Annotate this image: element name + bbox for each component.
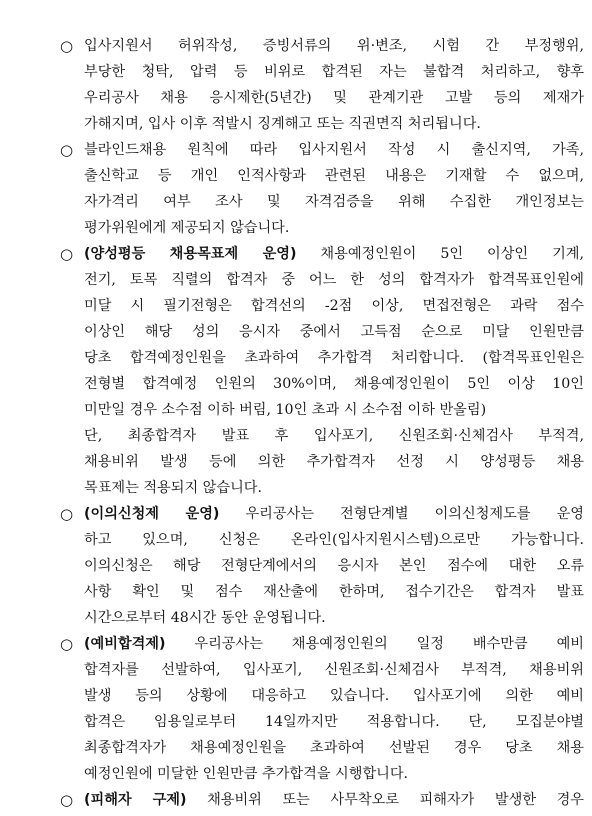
text-line: 목표제는 적용되지 않습니다. (84, 480, 262, 496)
text-line-first (84, 631, 584, 657)
heading-rest: 채용예정인원이 5인 이상인 기계, (296, 246, 584, 262)
text-line-first (84, 501, 584, 527)
notice-text (84, 33, 584, 137)
text-line: 입사지원서 허위작성, 증빙서류의 위·변조, 시험 간 부정행위, (84, 38, 584, 54)
text-line: 부당한 청탁, 압력 등 비위로 합격된 자는 불합격 처리하고, 향후 (84, 64, 584, 80)
text-line: 당초 합격예정인원을 초과하여 추가합격 처리합니다. (합격목표인원은 (84, 350, 584, 366)
notice-text (84, 137, 584, 241)
text-line: 최종합격자가 채용예정인원을 초과하여 선발된 경우 당초 채용 (84, 740, 584, 756)
notice-text (84, 241, 584, 501)
notice-text (84, 631, 584, 787)
heading-rest: 우리공사는 채용예정인원의 일정 배수만큼 예비 (165, 636, 584, 652)
text-line: 채용비위 발생 등에 의한 추가합격자 선정 시 양성평등 채용 (84, 454, 584, 470)
bullet-icon: ○ (60, 791, 74, 809)
text-line: 미달 시 필기전형은 합격선의 -2점 이상, 면접전형은 과락 점수 (84, 298, 584, 314)
text-line: 블라인드채용 원칙에 따라 입사지원서 작성 시 출신지역, 가족, (84, 142, 584, 158)
heading-rest: 우리공사는 전형단계별 이의신청제도를 운영 (219, 506, 584, 522)
text-line-first (84, 787, 584, 813)
bullet-icon: ○ (60, 37, 74, 55)
section-heading: (예비합격제) (84, 636, 166, 652)
section-heading: (이의신청제 운영) (84, 506, 220, 522)
text-line: 자가격리 여부 조사 및 자격검증을 위해 수집한 개인정보는 (84, 194, 584, 210)
text-line-first (84, 241, 584, 267)
text-line: 이상인 해당 성의 응시자 중에서 고득점 순으로 미달 인원만큼 (84, 324, 584, 340)
text-line: 합격자를 선발하여, 입사포기, 신원조회·신체검사 부적격, 채용비위 (84, 662, 584, 678)
bullet-icon: ○ (60, 505, 74, 523)
text-line: 단, 최종합격자 발표 후 입사포기, 신원조회·신체검사 부적격, (84, 428, 584, 444)
text-line: 가해지며, 입사 이후 적발시 징계해고 또는 직권면직 처리됩니다. (84, 116, 481, 132)
text-line: 하고 있으며, 신청은 온라인(입사지원시스템)으로만 가능합니다. (84, 532, 584, 548)
section-heading: (양성평등 채용목표제 운영) (84, 246, 297, 262)
text-line: 사항 확인 및 점수 재산출에 한하며, 접수기간은 합격자 발표 (84, 584, 584, 600)
heading-rest: 채용비위 또는 사무착오로 피해자가 발생한 경우 (186, 792, 584, 808)
text-line: 시간으로부터 48시간 동안 운영됩니다. (84, 610, 326, 626)
text-line: 이의신청은 해당 전형단계에서의 응시자 본인 점수에 대한 오류 (84, 558, 584, 574)
text-line: 전기, 토목 직렬의 합격자 중 어느 한 성의 합격자가 합격목표인원에 (84, 272, 584, 288)
text-line: 합격은 임용일로부터 14일까지만 적용합니다. 단, 모집분야별 (84, 714, 584, 730)
bullet-icon: ○ (60, 635, 74, 653)
notice-text (84, 787, 584, 813)
notice-text (84, 501, 584, 631)
bullet-icon: ○ (60, 141, 74, 159)
text-line: 예정인원에 미달한 인원만큼 추가합격을 시행합니다. (84, 766, 409, 782)
text-line: 우리공사 채용 응시제한(5년간) 및 관계기관 고발 등의 제재가 (84, 90, 584, 106)
text-line: 발생 등의 상황에 대응하고 있습니다. 입사포기에 의한 예비 (84, 688, 584, 704)
text-line: 미만일 경우 소수점 이하 버림, 10인 초과 시 소수점 이하 반올림) (84, 402, 487, 418)
section-heading: (피해자 구제) (84, 792, 187, 808)
text-line: 평가위원에게 제공되지 않습니다. (84, 220, 290, 236)
text-line: 전형별 합격예정 인원의 30%이며, 채용예정인원이 5인 이상 10인 (84, 376, 584, 392)
text-line: 출신학교 등 개인 인적사항과 관련된 내용은 기재할 수 없으며, (84, 168, 584, 184)
bullet-icon: ○ (60, 245, 74, 263)
